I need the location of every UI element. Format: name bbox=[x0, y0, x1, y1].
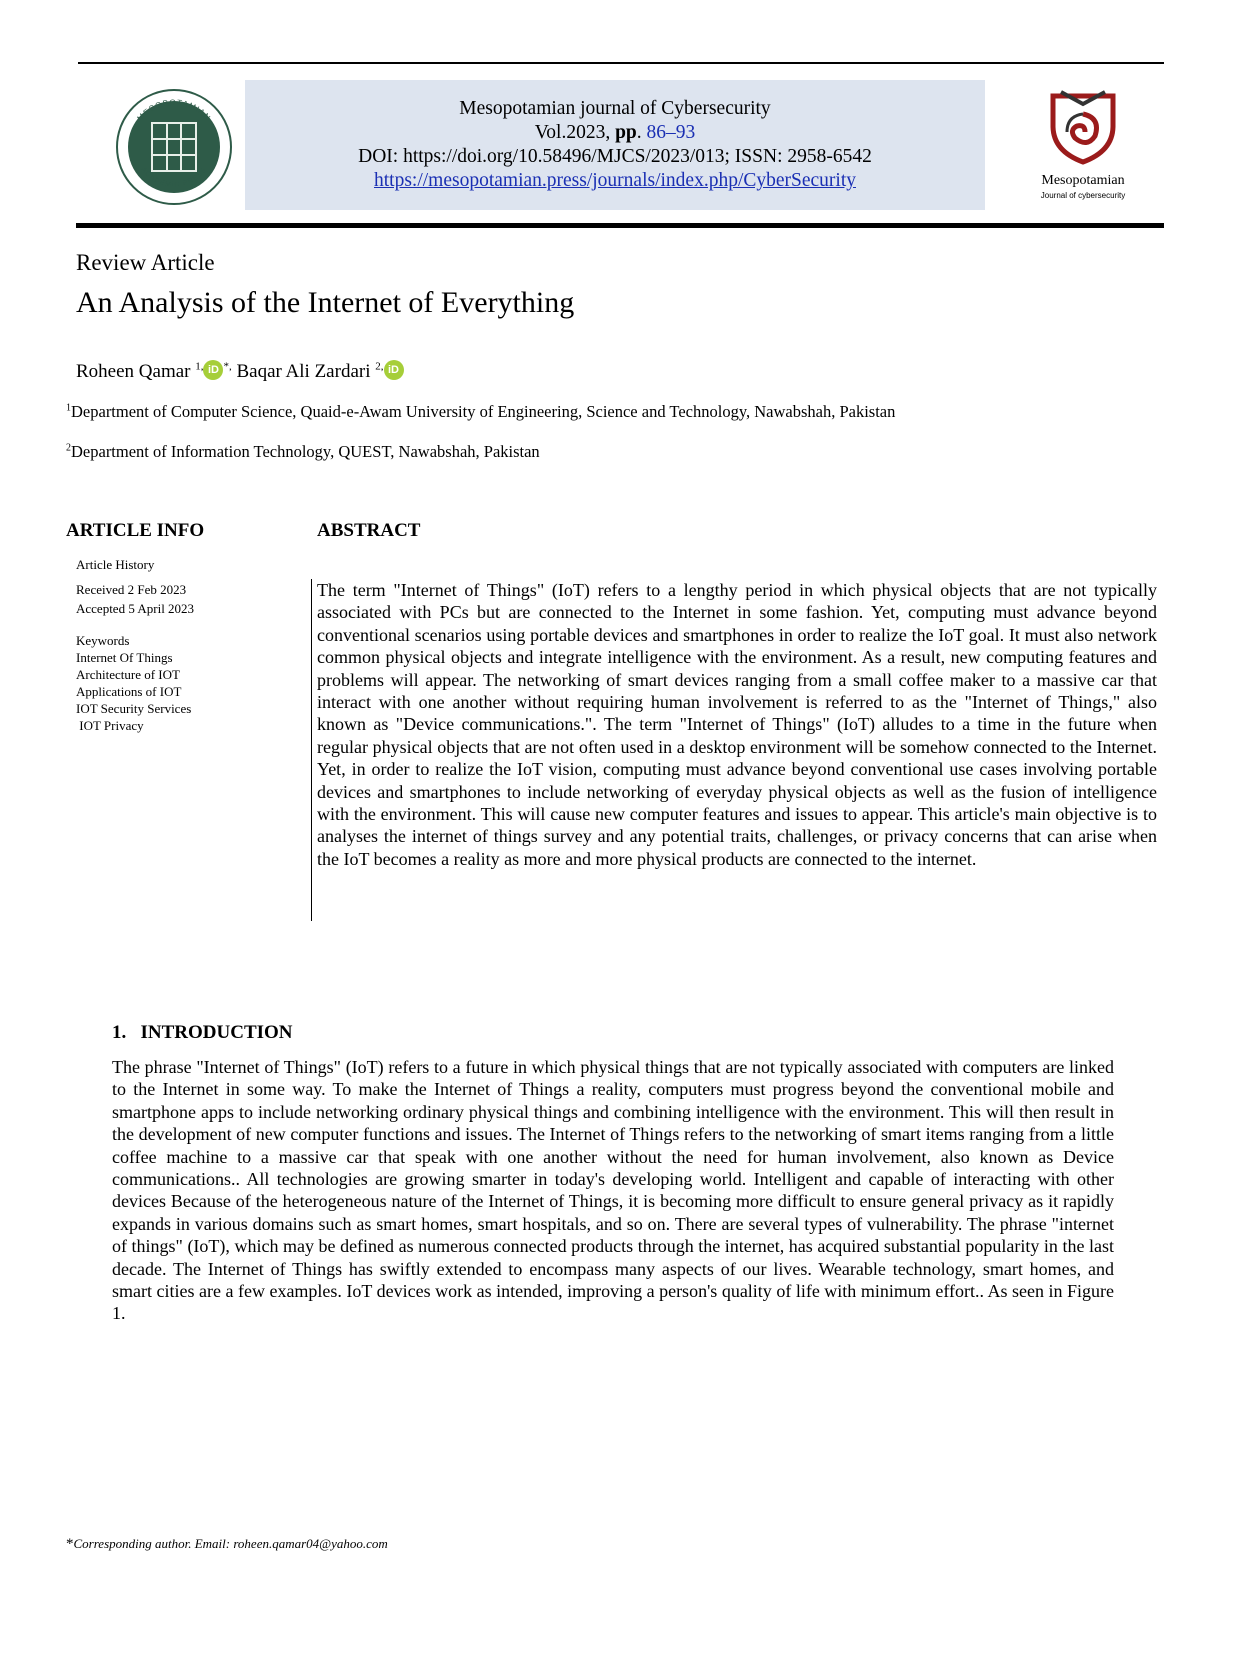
top-rule bbox=[78, 62, 1164, 64]
abstract-text: The term "Internet of Things" (IoT) refers to a lengthy period in which physical objects that are not typically associated with PCs but are connected to the Internet in some fashion. Yet, computing must advance beyond conventional scenarios using portable devices and smartphones in order to realize the IoT goal. It must also network common physical objects and integrate intelligence with the environment. As a result, new computing features and problems will appear. The networking of smart devices ranging from a small coffee maker to a massive car that interact with one another without requiring human involvement is referred to as the "Internet of Things," also known as "Device communications.". The term "Internet of Things" (IoT) alludes to a time in the future when regular physical objects that are not often used in a desktop environment will be somehow connected to the Internet. Yet, in order to realize the IoT vision, computing must advance beyond conventional use cases involving portable devices and smartphones to include networking of everyday physical objects as well as the fusion of intelligence with the environment. This will cause new computer features and issues to appear. This article's main objective is to analyses the internet of things survey and any potential traits, challenges, or privacy concerns that can arise when the IoT becomes a reality as more and more physical products are connected to the internet. bbox=[317, 580, 1157, 869]
journal-header bbox=[245, 80, 985, 210]
affiliation: $^2$Department of Information Technology, QUEST, Nawabshah, Pakistan bbox=[66, 442, 540, 461]
keyword: IOT Privacy bbox=[76, 718, 144, 733]
article-title: An Analysis of the Internet of Everything bbox=[76, 286, 575, 319]
keyword: Internet Of Things bbox=[76, 650, 173, 665]
introduction-text: The phrase "Internet of Things" (IoT) refers to a future in which physical things that are not typically associated with computers are linked to the Internet in some way. To make the Internet of Things a reality, computers must progress beyond the conventional mobile and smartphone apps to include networking ordinary physical things and combining intelligence with the environment. This will then result in the development of new computer functions and issues. The Internet of Things refers to the networking of smart items ranging from a little coffee machine to a massive car that speak with one another without the need for human involvement, also known as Device communications.. All technologies are growing smarter in today's developing world. Intelligent and capable of interacting with other devices Because of the heterogeneous nature of the Internet of Things, it is becoming more difficult to ensure general privacy as it rapidly expands in various domains such as smart homes, smart hospitals, and so on. There are several types of vulnerability. The phrase "internet of things" (IoT), which may be defined as numerous connected products through the internet, has acquired substantial popularity in the last decade. The Internet of Things has swiftly extended to encompass many aspects of our lives. Wearable technology, smart homes, and smart cities are a few examples. IoT devices work as intended, improving a person's quality of life with minimum effort.. As seen in Figure 1. bbox=[112, 1057, 1114, 1324]
publisher-logo bbox=[114, 87, 234, 207]
logo-bottom-text: ACADEMIC PRESS bbox=[139, 166, 209, 189]
header-bottom-rule bbox=[76, 223, 1164, 228]
article-info-heading: ARTICLE INFO bbox=[66, 520, 205, 541]
abstract-heading: ABSTRACT bbox=[317, 520, 421, 541]
keyword: Architecture of IOT bbox=[76, 667, 180, 682]
journal-logo-brand: Mesopotamian bbox=[1041, 173, 1125, 188]
author-name: Baqar Ali Zardari bbox=[236, 361, 371, 382]
corresponding-author-footnote: *Corresponding author. Email: roheen.qamar04@yahoo.com bbox=[66, 1536, 388, 1552]
keywords-label: Keywords bbox=[76, 633, 130, 648]
journal-url-link[interactable]: https://mesopotamian.press/journals/index.php/CyberSecurity bbox=[373, 170, 856, 191]
abstract-divider bbox=[311, 579, 312, 921]
keyword: Applications of IOT bbox=[76, 684, 182, 699]
article-info bbox=[76, 556, 194, 734]
keyword: IOT Security Services bbox=[76, 701, 192, 716]
volume-pages: Vol.2023, pp. 86–93 bbox=[534, 122, 696, 143]
shield-icon bbox=[1043, 86, 1123, 166]
affiliation: $^1$Department of Computer Science, Quaid-e-Awam University of Engineering, Science and Technology, Nawabshah, Pakistan bbox=[66, 402, 896, 421]
accepted-date: Accepted 5 April 2023 bbox=[76, 601, 195, 616]
author-name: Roheen Qamar bbox=[76, 361, 191, 382]
received-date: Received 2 Feb 2023 bbox=[76, 582, 187, 597]
logo-top-text: MESOPOTAMIAN bbox=[135, 97, 213, 123]
journal-logo-tagline: Journal of cybersecurity bbox=[1040, 191, 1126, 200]
journal-name: Mesopotamian journal of Cybersecurity bbox=[459, 98, 771, 119]
page-range: 86–93 bbox=[646, 122, 696, 143]
introduction-heading: 1. INTRODUCTION bbox=[112, 1022, 293, 1043]
doi-issn: DOI: https://doi.org/10.58496/MJCS/2023/013; ISSN: 2958-6542 bbox=[358, 146, 872, 167]
author-list: Roheen Qamar $^{1,}$ iD *, Baqar Ali Zardari $^{2,}$ iD bbox=[76, 360, 404, 383]
journal-logo bbox=[1028, 86, 1138, 208]
article-type: Review Article bbox=[76, 250, 215, 275]
history-label: Article History bbox=[76, 557, 155, 572]
orcid-icon[interactable]: iD bbox=[384, 360, 404, 380]
orcid-icon[interactable]: iD bbox=[203, 360, 223, 380]
